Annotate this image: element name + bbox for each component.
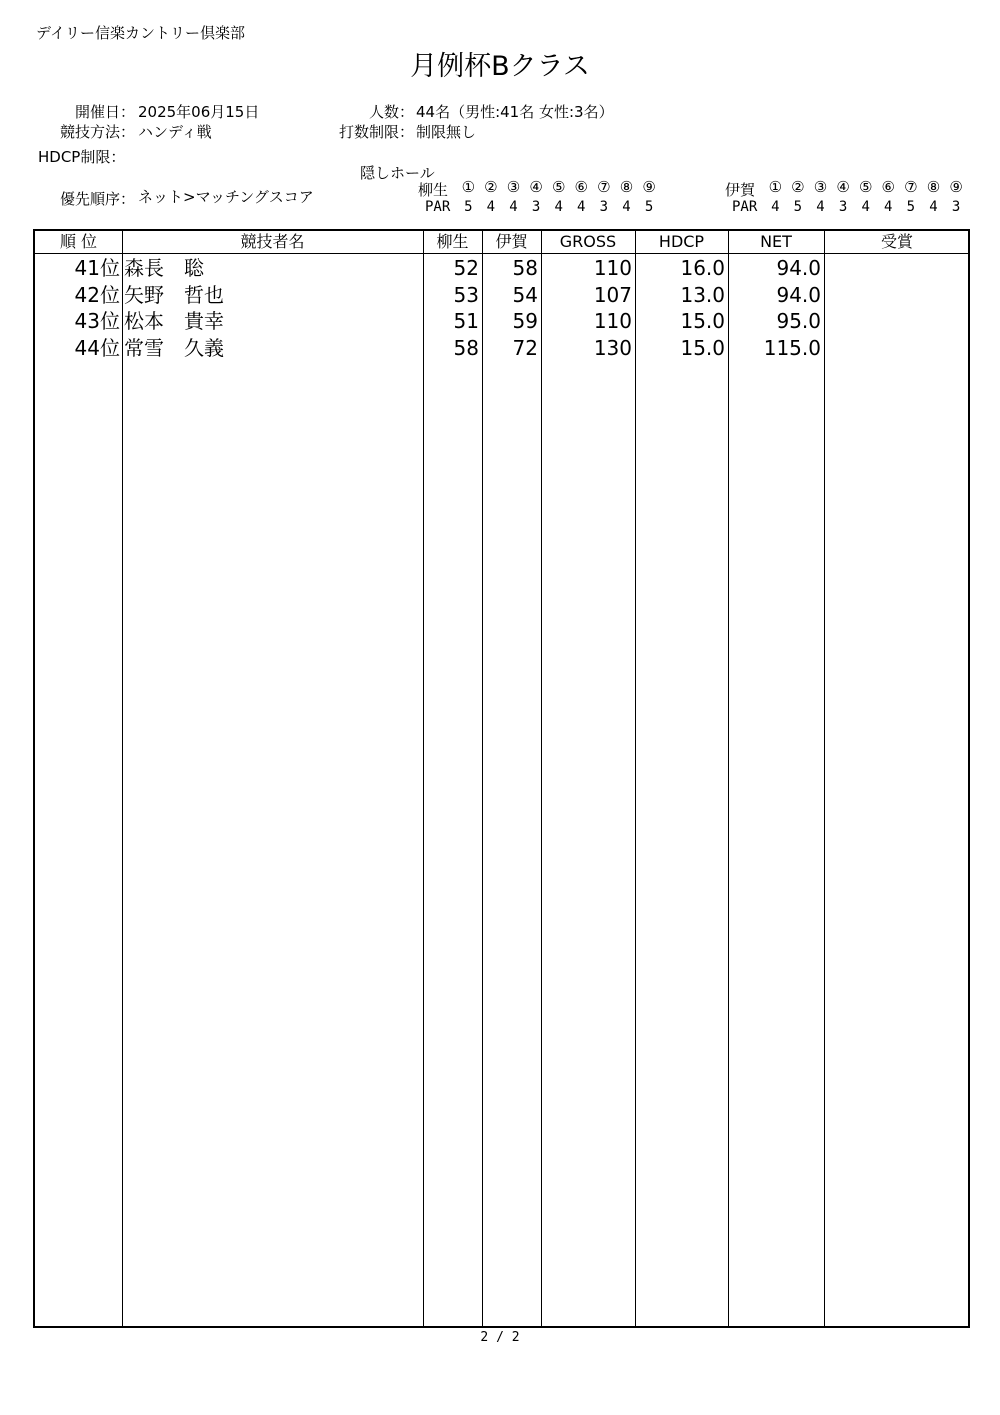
in-score: 59 [512,309,538,333]
course-1-par-label: PAR [425,199,451,215]
course-1-name: 柳生 [418,181,449,199]
players-label: 人数： [368,103,414,121]
priority-label: 優先順序： [59,190,135,208]
limit-label: 打数制限： [338,123,414,141]
date-label: 開催日： [74,103,135,121]
players-value: 44名（男性:41名 女性:3名） [416,103,614,121]
col-header-net: NET [760,232,792,251]
par-value: 4 [861,199,870,215]
column-divider [541,231,542,1326]
out-score: 53 [453,283,479,307]
hdcp-limit-label: HDCP制限： [38,148,126,166]
rank-cell: 42位 [74,283,120,307]
in-score: 54 [512,283,538,307]
course-2-name: 伊賀 [725,181,756,199]
player-name: 常雪 久義 [124,336,224,360]
hole-number: ② [791,178,805,196]
gross-score: 110 [593,256,632,280]
club-name: デイリー信楽カントリー倶楽部 [36,24,245,42]
par-value: 3 [599,199,609,215]
hdcp-value: 15.0 [680,336,725,360]
par-value: 4 [577,199,586,215]
hole-number: ④ [836,178,850,196]
hole-number: ⑨ [642,178,656,196]
col-header-out: 柳生 [436,232,469,251]
hole-number: ① [461,178,476,196]
rank-cell: 43位 [74,309,120,333]
hidden-holes-label: 隠しホール [360,164,435,182]
player-name: 松本 貴幸 [124,309,224,333]
par-value: 5 [464,199,473,215]
page-number: 2 / 2 [480,1330,520,1345]
hole-number: ④ [529,178,543,196]
hdcp-value: 15.0 [680,309,725,333]
column-divider [635,231,636,1326]
col-header-name: 競技者名 [240,232,305,251]
par-value: 4 [884,199,893,215]
hole-number: ③ [506,178,521,196]
table-row [35,255,968,282]
results-table [33,229,970,1328]
col-header-gross: GROSS [559,232,617,251]
priority-value: ネット>マッチングスコア [138,188,314,206]
column-divider [122,231,123,1326]
column-divider [824,231,825,1326]
hole-number: ⑨ [949,178,963,196]
course-2-pars [764,199,967,215]
net-score: 94.0 [776,256,821,280]
gross-score: 130 [593,336,632,360]
col-header-in: 伊賀 [495,232,528,251]
rank-cell: 41位 [74,256,120,280]
par-value: 4 [486,199,496,215]
out-score: 52 [453,256,479,280]
hdcp-value: 16.0 [680,256,725,280]
hole-number: ① [768,178,783,196]
net-score: 95.0 [776,309,821,333]
column-divider [482,231,483,1326]
hole-number: ② [484,178,498,196]
net-score: 94.0 [776,283,821,307]
course-1-pars [457,199,660,215]
par-value: 5 [644,199,654,215]
par-value: 4 [816,199,825,215]
gross-score: 110 [593,309,632,333]
col-header-award: 受賞 [880,232,913,251]
col-header-rank: 順 位 [59,232,98,251]
hdcp-value: 13.0 [680,283,725,307]
page-title: 月例杯Bクラス [410,51,590,82]
method-label: 競技方法： [59,123,135,141]
par-value: 4 [509,199,518,215]
par-value: 4 [622,199,631,215]
header-divider [35,253,968,254]
player-name: 森長 聡 [124,256,204,280]
course-2-par-label: PAR [732,199,758,215]
hole-number: ⑧ [926,178,941,196]
date-value: 2025年06月15日 [138,103,260,121]
hole-number: ⑥ [574,178,588,196]
limit-value: 制限無し [416,123,477,141]
column-divider [728,231,729,1326]
out-score: 58 [453,336,479,360]
hole-number: ⑥ [881,178,895,196]
hole-number: ③ [813,178,828,196]
in-score: 58 [512,256,538,280]
column-divider [423,231,424,1326]
par-value: 4 [554,199,563,215]
hole-number: ⑦ [904,178,918,196]
hole-number: ⑦ [597,178,611,196]
par-value: 4 [929,199,938,215]
col-header-hdcp: HDCP [658,232,705,251]
player-name: 矢野 哲也 [124,283,224,307]
par-value: 5 [906,199,916,215]
table-row [35,335,968,362]
par-value: 3 [951,199,961,215]
par-value: 3 [838,199,848,215]
out-score: 51 [453,309,479,333]
hole-number: ⑤ [551,178,566,196]
in-score: 72 [512,336,538,360]
hole-number: ⑤ [858,178,873,196]
table-row [35,308,968,335]
net-score: 115.0 [763,336,821,360]
par-value: 5 [793,199,803,215]
hole-number: ⑧ [619,178,634,196]
gross-score: 107 [593,283,632,307]
course-1-holes [457,178,660,196]
course-2-holes [764,178,967,196]
method-value: ハンディ戦 [138,123,212,141]
table-row [35,282,968,309]
rank-cell: 44位 [74,336,120,360]
par-value: 3 [531,199,541,215]
par-value: 4 [771,199,780,215]
